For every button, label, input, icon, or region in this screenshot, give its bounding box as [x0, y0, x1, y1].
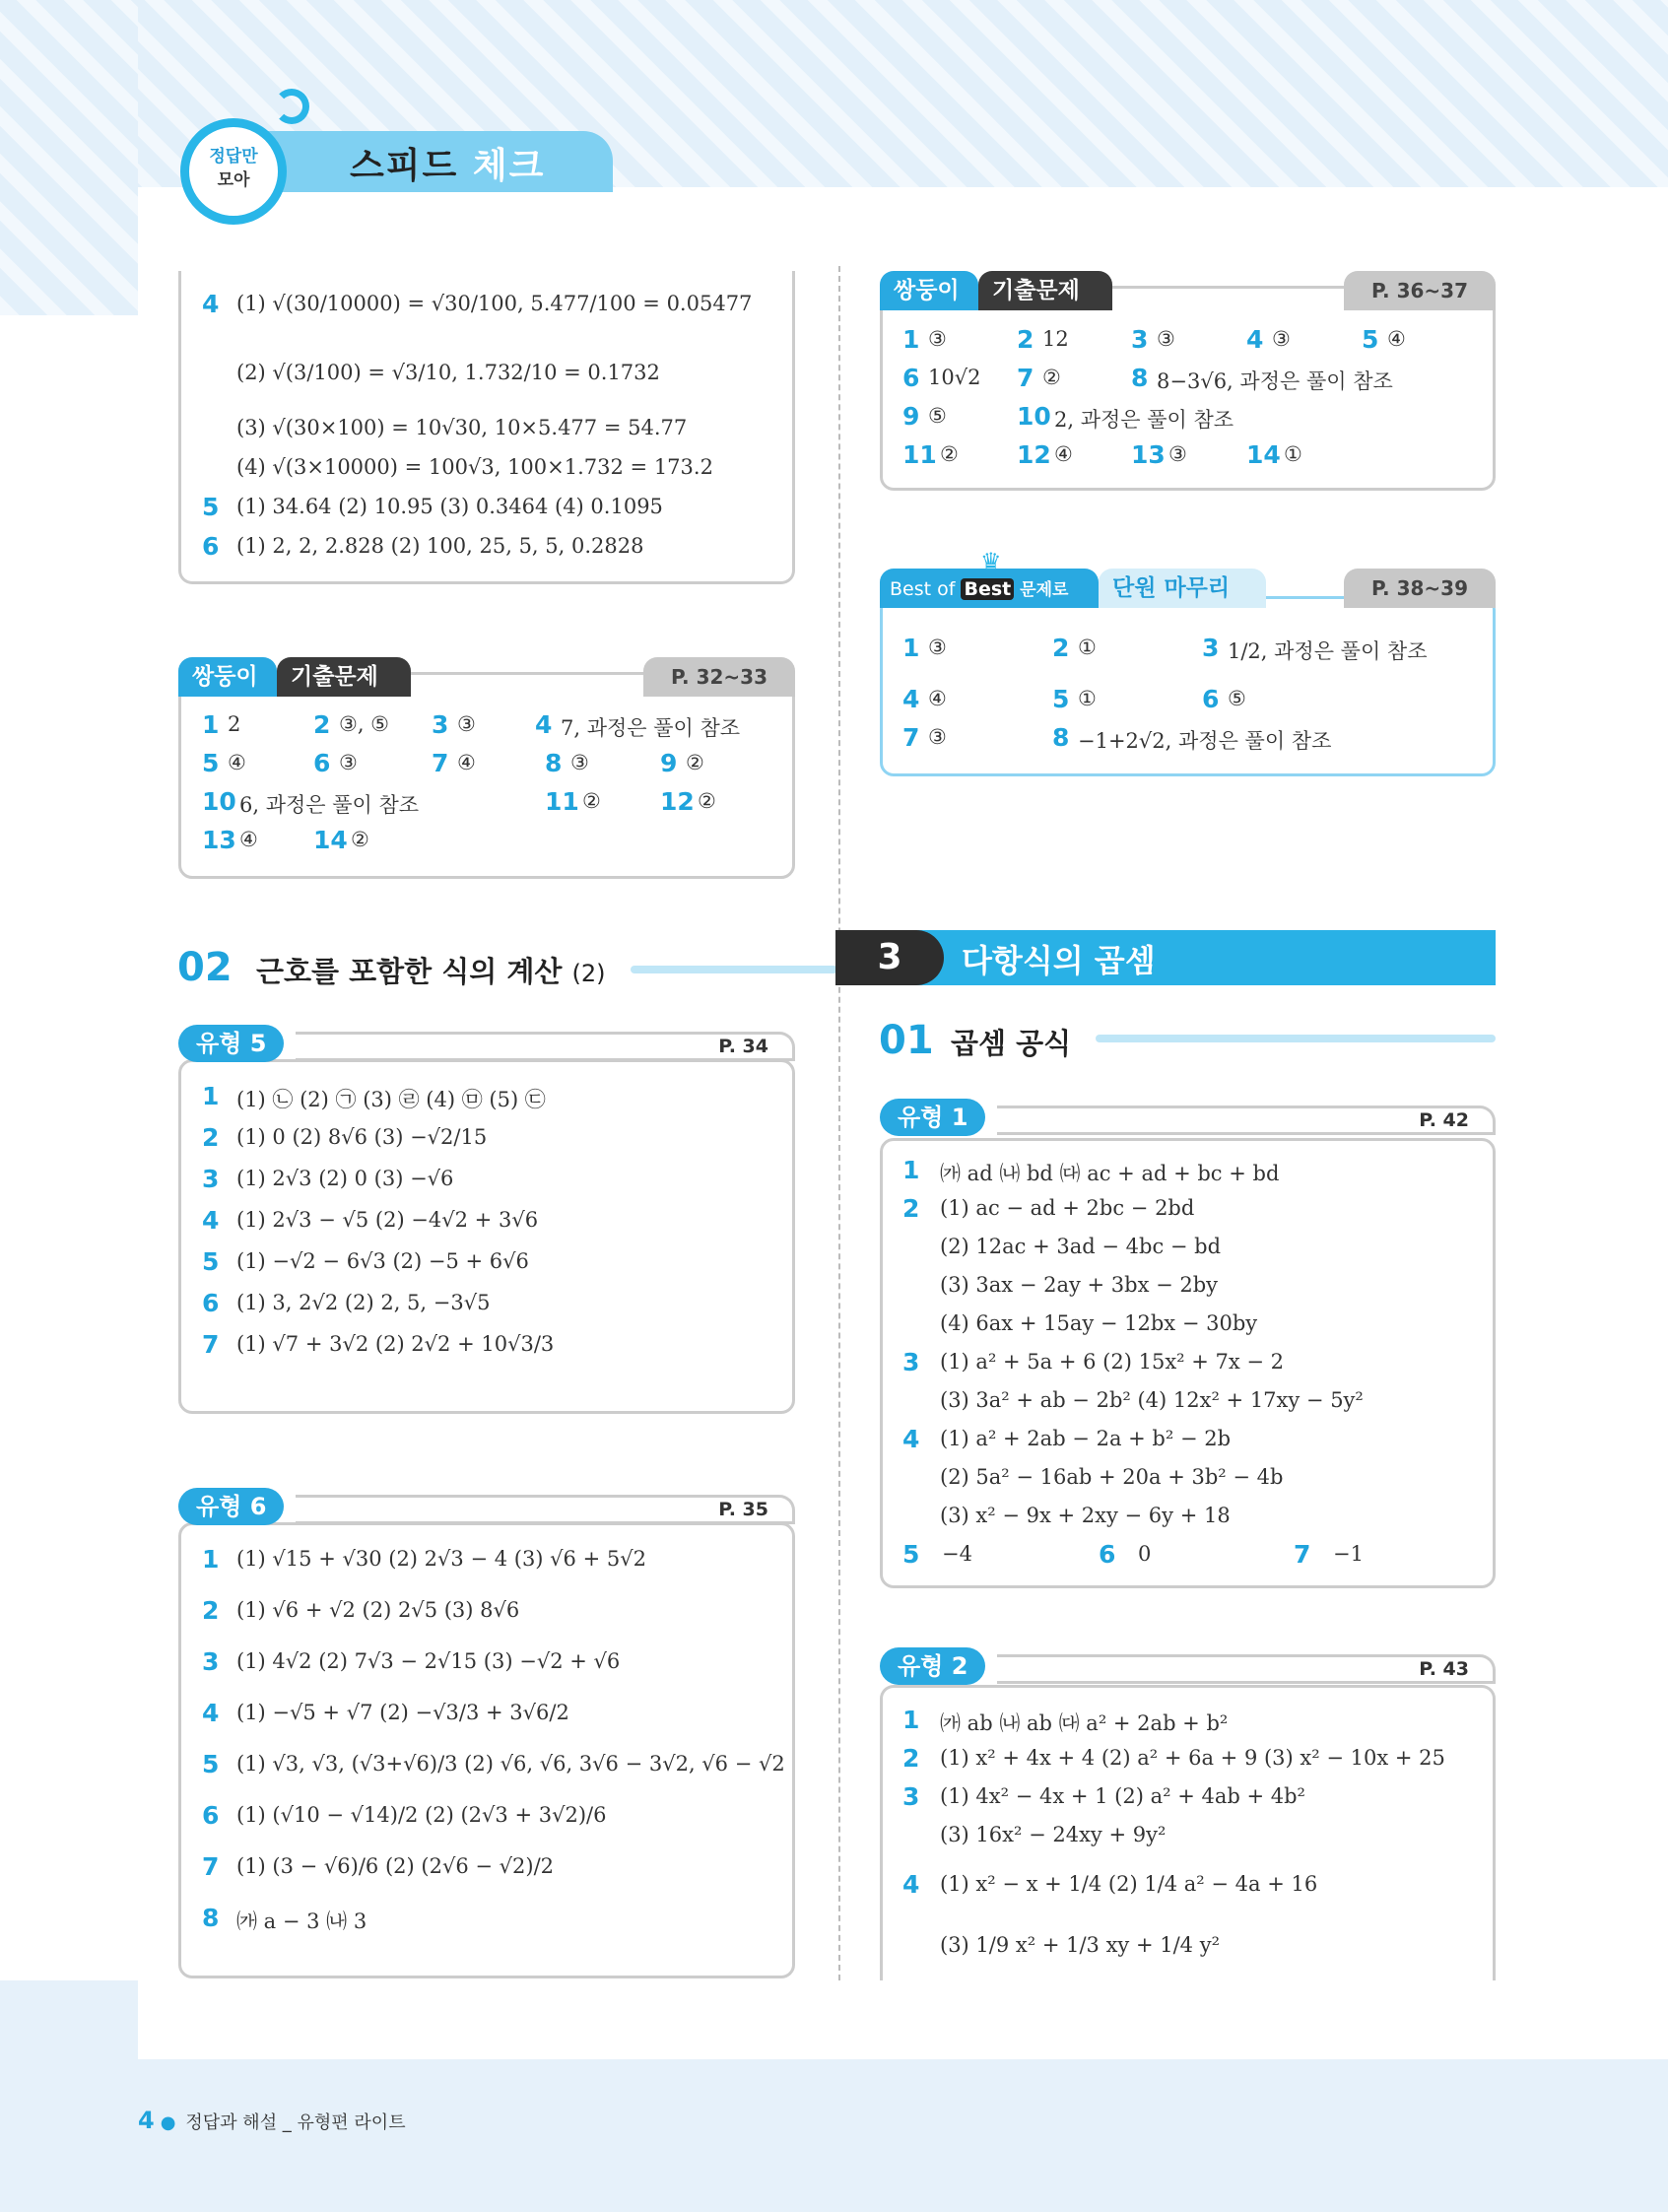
answer-text: ③, ⑤: [339, 712, 390, 736]
answer-number: 4: [1246, 325, 1264, 354]
answer-text: ④: [1054, 442, 1073, 466]
answer-number: 14: [1246, 440, 1281, 469]
answer-number: 8: [1131, 364, 1149, 392]
answer-number: 7: [202, 1330, 220, 1359]
answer-text: ①: [1078, 687, 1097, 710]
answer-number: 3: [1202, 634, 1220, 662]
answer-text: ④: [457, 751, 476, 774]
answer-number: 7: [432, 749, 449, 777]
twin-tag-1: 쌍둥이: [178, 657, 277, 697]
answer-number: 12: [1017, 440, 1051, 469]
answer-number: 11: [545, 787, 579, 816]
answer-number: 9: [902, 402, 920, 431]
answer-text: (3) 16x² − 24xy + 9y²: [940, 1823, 1167, 1846]
answer-text: ②: [686, 751, 704, 774]
answer-number: 1: [902, 325, 920, 354]
page-number: 4: [138, 2107, 155, 2134]
answer-number: 2: [1017, 325, 1034, 354]
answer-number: 6: [902, 364, 920, 392]
answer-number: 6: [1099, 1540, 1116, 1569]
answer-text: (2) √(3/100) = √3/10, 1.732/10 = 0.1732: [236, 361, 660, 384]
answer-text: ③: [1168, 442, 1187, 466]
twin-page-1: P. 32~33: [643, 657, 795, 697]
answer-number: 2: [902, 1194, 920, 1223]
answer-number: 3: [202, 1647, 220, 1676]
chapter-number: 3: [835, 930, 944, 985]
answer-text: (1) (3 − √6)/6 (2) (2√6 − √2)/2: [236, 1854, 555, 1878]
chapter-title: 다항식의 곱셈: [962, 942, 1156, 979]
answer-number: 6: [202, 532, 220, 561]
answer-text: 12: [1042, 327, 1069, 351]
answer-number: 4: [202, 1206, 220, 1235]
type5-page: P. 34: [296, 1032, 795, 1061]
answer-number: 3: [902, 1782, 920, 1811]
type1-tag: 유형 1: [880, 1099, 985, 1136]
answer-text: (1) √6 + √2 (2) 2√5 (3) 8√6: [236, 1598, 520, 1622]
answer-text: ⑤: [928, 404, 947, 428]
answer-number: 8: [202, 1904, 220, 1932]
section-line: [631, 966, 837, 973]
answer-number: 12: [660, 787, 695, 816]
answer-text: −1+2√2, 과정은 풀이 참조: [1078, 729, 1332, 753]
swirl-icon: [274, 89, 309, 124]
answer-number: 5: [1052, 685, 1070, 713]
answer-number: 1: [902, 1706, 920, 1734]
footer: [138, 2107, 406, 2134]
answer-text: (1) √7 + 3√2 (2) 2√2 + 10√3/3: [236, 1332, 555, 1356]
page-title: [350, 138, 545, 188]
answer-text: 2: [228, 712, 241, 736]
answer-text: (3) √(30×100) = 10√30, 10×5.477 = 54.77: [236, 416, 688, 439]
answer-text: (1) √15 + √30 (2) 2√3 − 4 (3) √6 + 5√2: [236, 1547, 646, 1571]
answer-text: ③: [457, 712, 476, 736]
answer-number: 6: [202, 1289, 220, 1317]
answer-text: ③: [339, 751, 358, 774]
column-divider: [838, 266, 840, 1980]
answer-number: 8: [545, 749, 563, 777]
answer-text: (1) ac − ad + 2bc − 2bd: [940, 1196, 1195, 1220]
answer-text: (1) a² + 2ab − 2a + b² − 2b: [940, 1427, 1232, 1450]
answer-number: 7: [202, 1852, 220, 1881]
answer-text: ㈎ ab ㈏ ab ㈐ a² + 2ab + b²: [940, 1711, 1229, 1735]
answer-text: −1: [1333, 1542, 1364, 1566]
left-background: [0, 0, 138, 315]
answer-text: (1) −√5 + √7 (2) −√3/3 + 3√6/2: [236, 1701, 569, 1724]
answer-number: 2: [902, 1744, 920, 1773]
answer-text: ②: [351, 828, 369, 851]
answer-text: (4) 6ax + 15ay − 12bx − 30by: [940, 1311, 1258, 1335]
answer-number: 1: [202, 1082, 220, 1110]
section-title: [256, 950, 606, 990]
answer-text: ③: [928, 327, 947, 351]
type5-tag: 유형 5: [178, 1025, 284, 1062]
answer-number: 3: [902, 1348, 920, 1376]
type2-tag: 유형 2: [880, 1647, 985, 1685]
answer-text: (1) −√2 − 6√3 (2) −5 + 6√6: [236, 1249, 529, 1273]
footer-text: 정답과 해설 _ 유형편 라이트: [185, 2112, 406, 2133]
section-title-main: 근호를 포함한 식의 계산: [256, 955, 572, 988]
answer-number: 3: [1131, 325, 1149, 354]
answer-number: 1: [902, 1156, 920, 1184]
answer-text: 2, 과정은 풀이 참조: [1054, 408, 1234, 432]
answer-text: ①: [1284, 442, 1302, 466]
answer-number: 13: [202, 826, 236, 854]
answer-text: ②: [582, 789, 601, 813]
answer-number: 7: [902, 723, 920, 752]
answer-text: (1) a² + 5a + 6 (2) 15x² + 7x − 2: [940, 1350, 1285, 1374]
answer-text: (3) 3ax − 2ay + 3bx − 2by: [940, 1273, 1219, 1297]
answer-text: ③: [928, 636, 947, 659]
answer-text: (1) 34.64 (2) 10.95 (3) 0.3464 (4) 0.1095: [236, 495, 663, 518]
answer-text: (1) 4x² − 4x + 1 (2) a² + 4ab + 4b²: [940, 1784, 1305, 1808]
answer-text: (1) √(30/10000) = √30/100, 5.477/100 = 0.05477: [236, 292, 753, 315]
title-part2: 체크: [472, 146, 546, 186]
answer-text: (1) x² + 4x + 4 (2) a² + 6a + 9 (3) x² − 10x + 25: [940, 1746, 1445, 1770]
answer-number: 8: [1052, 723, 1070, 752]
answer-text: (1) 2√3 (2) 0 (3) −√6: [236, 1167, 454, 1190]
badge-line1: 정답만: [209, 147, 258, 167]
answer-text: 10√2: [928, 366, 981, 389]
answer-text: (1) x² − x + 1/4 (2) 1/4 a² − 4a + 16: [940, 1872, 1318, 1896]
answer-text: 6, 과정은 풀이 참조: [239, 793, 420, 817]
answer-text: (1) √3, √3, (√3+√6)/3 (2) √6, √6, 3√6 − 3√2, √6 − √2: [236, 1752, 785, 1776]
twin-box-1: [178, 672, 795, 879]
answer-text: (3) 3a² + ab − 2b² (4) 12x² + 17xy − 5y²: [940, 1388, 1364, 1412]
answer-number: 9: [660, 749, 678, 777]
answer-text: −4: [942, 1542, 972, 1566]
answer-number: 11: [902, 440, 937, 469]
answer-text: ③: [928, 725, 947, 749]
best-suffix: 문제로: [1014, 580, 1069, 600]
answer-number: 5: [202, 749, 220, 777]
answer-text: (2) 12ac + 3ad − 4bc − bd: [940, 1235, 1222, 1258]
answer-text: (1) (√10 − √14)/2 (2) (2√3 + 3√2)/6: [236, 1803, 607, 1827]
answer-number: 4: [902, 685, 920, 713]
answer-number: 5: [902, 1540, 920, 1569]
twin-tag-1b: 기출문제: [277, 657, 411, 697]
answer-text: ④: [228, 751, 246, 774]
answer-text: 1/2, 과정은 풀이 참조: [1228, 639, 1428, 663]
answer-number: 2: [202, 1596, 220, 1625]
answer-text: ㈎ a − 3 ㈏ 3: [236, 1910, 367, 1933]
answer-text: (3) 1/9 x² + 1/3 xy + 1/4 y²: [940, 1933, 1220, 1957]
answer-text: ②: [698, 789, 716, 813]
best-of-label: Best of: [890, 578, 962, 600]
crown-icon: ♛: [980, 548, 1002, 575]
answer-text: ④: [928, 687, 947, 710]
type6-page: P. 35: [296, 1495, 795, 1524]
answer-number: 5: [202, 1247, 220, 1276]
best-label: Best: [961, 578, 1014, 600]
answer-number: 7: [1017, 364, 1034, 392]
best-title: 단원 마무리: [1099, 569, 1266, 608]
answer-number: 4: [902, 1425, 920, 1453]
answer-number: 10: [202, 787, 236, 816]
answer-number: 6: [313, 749, 331, 777]
twin-tag-2: 쌍둥이: [880, 271, 978, 310]
title-part1: 스피드: [350, 146, 473, 186]
answer-text: (3) x² − 9x + 2xy − 6y + 18: [940, 1504, 1231, 1527]
answer-number: 6: [202, 1801, 220, 1830]
answer-text: ①: [1078, 636, 1097, 659]
twin-page-2: P. 36~37: [1344, 271, 1496, 310]
answer-number: 5: [202, 493, 220, 521]
answer-number: 4: [202, 1699, 220, 1727]
answer-number: 4: [202, 290, 220, 318]
type1-page: P. 42: [997, 1106, 1496, 1135]
answer-text: 8−3√6, 과정은 풀이 참조: [1157, 369, 1393, 393]
answer-number: 7: [1294, 1540, 1311, 1569]
badge-line2: 모아: [217, 170, 250, 190]
bullet-icon: ●: [160, 2112, 176, 2133]
answer-number: 1: [202, 710, 220, 739]
section-title-sub: (2): [571, 960, 606, 987]
answer-text: ㈎ ad ㈏ bd ㈐ ac + ad + bc + bd: [940, 1162, 1280, 1185]
answer-text: (1) ㉡ (2) ㉠ (3) ㉣ (4) ㉤ (5) ㉢: [236, 1088, 546, 1111]
answer-number: 3: [432, 710, 449, 739]
answer-text: (1) 3, 2√2 (2) 2, 5, −3√5: [236, 1291, 491, 1314]
answer-number: 4: [535, 710, 553, 739]
answer-text: 7, 과정은 풀이 참조: [561, 716, 741, 740]
answer-text: (4) √(3×10000) = 100√3, 100×1.732 = 173.2: [236, 455, 713, 479]
best-page: P. 38~39: [1344, 569, 1496, 608]
answer-text: ④: [1387, 327, 1406, 351]
answer-number: 2: [313, 710, 331, 739]
answer-number: 13: [1131, 440, 1166, 469]
section01-title: 곱셈 공식: [951, 1027, 1072, 1060]
answer-text: ②: [1042, 366, 1061, 389]
answer-number: 5: [202, 1750, 220, 1778]
answer-number: 4: [902, 1870, 920, 1899]
answer-number: 1: [902, 634, 920, 662]
type6-tag: 유형 6: [178, 1488, 284, 1525]
answer-text: (2) 5a² − 16ab + 20a + 3b² − 4b: [940, 1465, 1284, 1489]
answer-number: 1: [202, 1545, 220, 1574]
answer-text: ②: [940, 442, 959, 466]
answer-text: (1) 0 (2) 8√6 (3) −√2/15: [236, 1125, 488, 1149]
section01-number: 01: [879, 1018, 934, 1063]
answer-number: 2: [1052, 634, 1070, 662]
answer-number: 10: [1017, 402, 1051, 431]
section-number: 02: [177, 945, 233, 990]
type2-page: P. 43: [997, 1654, 1496, 1684]
answer-text: (1) 2√3 − √5 (2) −4√2 + 3√6: [236, 1208, 539, 1232]
answer-text: ⑤: [1228, 687, 1246, 710]
answer-text: ③: [1157, 327, 1175, 351]
answer-number: 14: [313, 826, 348, 854]
answer-number: 2: [202, 1123, 220, 1152]
answer-text: ③: [1272, 327, 1291, 351]
answer-text: ③: [570, 751, 589, 774]
badge: [180, 118, 287, 225]
answer-text: ④: [239, 828, 258, 851]
twin-tag-2b: 기출문제: [978, 271, 1112, 310]
answer-text: (1) 4√2 (2) 7√3 − 2√15 (3) −√2 + √6: [236, 1649, 621, 1673]
answer-number: 5: [1362, 325, 1379, 354]
answer-text: (1) 2, 2, 2.828 (2) 100, 25, 5, 5, 0.2828: [236, 534, 644, 558]
section01-line: [1096, 1035, 1496, 1042]
answer-text: 0: [1138, 1542, 1152, 1566]
answer-number: 6: [1202, 685, 1220, 713]
answer-number: 3: [202, 1165, 220, 1193]
